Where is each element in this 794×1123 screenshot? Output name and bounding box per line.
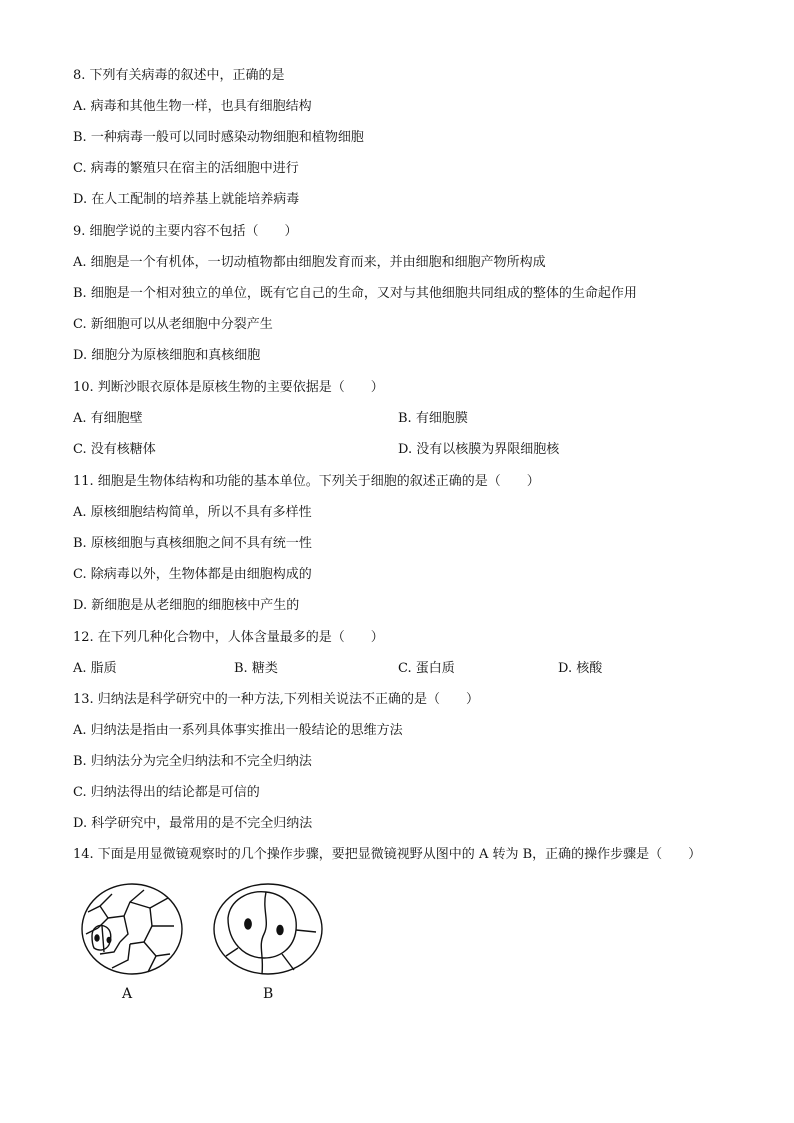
question-12-option-d: D. 核酸 [558, 661, 603, 676]
question-9-option-b: B. 细胞是一个相对独立的单位，既有它自己的生命，又对与其他细胞共同组成的整体的生命起作用 [73, 286, 637, 301]
question-10-option-b: B. 有细胞膜 [398, 411, 468, 426]
question-11-stem: 11. 细胞是生物体结构和功能的基本单位。下列关于细胞的叙述正确的是（ ） [73, 474, 540, 489]
question-8-option-a: A. 病毒和其他生物一样，也具有细胞结构 [73, 99, 312, 114]
question-9-option-d: D. 细胞分为原核细胞和真核细胞 [73, 348, 261, 363]
question-11-option-a: A. 原核细胞结构简单，所以不具有多样性 [73, 505, 312, 520]
microscope-views-svg [78, 882, 338, 982]
question-10-option-d: D. 没有以核膜为界限细胞核 [398, 442, 560, 457]
question-13-option-b: B. 归纳法分为完全归纳法和不完全归纳法 [73, 754, 312, 769]
question-12-stem: 12. 在下列几种化合物中，人体含量最多的是（ ） [73, 630, 384, 645]
figure-label-b: B [263, 986, 274, 1002]
question-13-option-a: A. 归纳法是指由一系列具体事实推出一般结论的思维方法 [73, 723, 403, 738]
question-9-stem: 9. 细胞学说的主要内容不包括（ ） [73, 224, 298, 239]
question-12-option-a: A. 脂质 [73, 661, 117, 676]
question-11-option-b: B. 原核细胞与真核细胞之间不具有统一性 [73, 536, 312, 551]
question-9-option-c: C. 新细胞可以从老细胞中分裂产生 [73, 317, 273, 332]
question-8-stem: 8. 下列有关病毒的叙述中，正确的是 [73, 68, 285, 83]
question-11-option-d: D. 新细胞是从老细胞的细胞核中产生的 [73, 598, 300, 613]
question-8-option-c: C. 病毒的繁殖只在宿主的活细胞中进行 [73, 161, 299, 176]
question-14-stem: 14. 下面是用显微镜观察时的几个操作步骤，要把显微镜视野从图中的 A 转为 B，正确的操作步骤是（ ） [73, 847, 702, 862]
question-13-option-c: C. 归纳法得出的结论都是可信的 [73, 785, 260, 800]
view-a [82, 884, 182, 974]
question-13-stem: 13. 归纳法是科学研究中的一种方法,下列相关说法不正确的是（ ） [73, 692, 479, 707]
question-13-option-d: D. 科学研究中，最常用的是不完全归纳法 [73, 816, 313, 831]
microscope-figure [78, 882, 338, 1012]
question-10-option-c: C. 没有核糖体 [73, 442, 156, 457]
question-12-option-b: B. 糖类 [234, 661, 278, 676]
question-12-option-c: C. 蛋白质 [398, 661, 455, 676]
question-11-option-c: C. 除病毒以外，生物体都是由细胞构成的 [73, 567, 312, 582]
figure-label-a: A [122, 986, 133, 1002]
question-8-option-d: D. 在人工配制的培养基上就能培养病毒 [73, 192, 300, 207]
view-b [214, 884, 322, 974]
question-10-stem: 10. 判断沙眼衣原体是原核生物的主要依据是（ ） [73, 380, 384, 395]
question-9-option-a: A. 细胞是一个有机体，一切动植物都由细胞发育而来，并由细胞和细胞产物所构成 [73, 255, 546, 270]
question-10-option-a: A. 有细胞壁 [73, 411, 143, 426]
question-8-option-b: B. 一种病毒一般可以同时感染动物细胞和植物细胞 [73, 130, 364, 145]
